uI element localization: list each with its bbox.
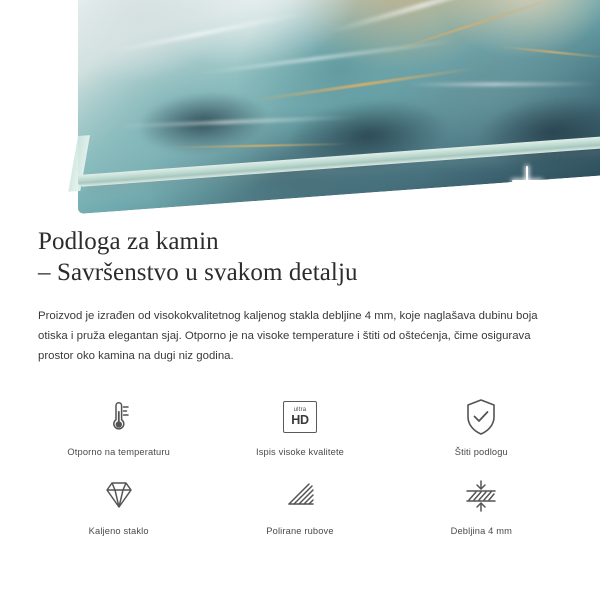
ultra-hd-icon: [283, 396, 317, 438]
ultra-hd-badge-bottom: HD: [291, 413, 309, 428]
feature-label: Štiti podlogu: [454, 447, 508, 457]
feature-temperature: [28, 396, 209, 457]
text-content: [0, 226, 600, 366]
thickness-icon: [460, 475, 502, 517]
feature-grid: [0, 396, 600, 536]
title-line-1: Podloga za kamin: [38, 228, 219, 255]
page-title: [38, 226, 562, 288]
shield-check-icon: [461, 396, 501, 438]
title-line-2: – Savršenstvo u svakom detalju: [38, 259, 358, 286]
feature-label: Kaljeno staklo: [88, 526, 149, 536]
polished-edges-icon: [279, 475, 321, 517]
sparkle-icon: [494, 190, 506, 202]
feature-label: Ispis visoke kvalitete: [255, 447, 345, 457]
feature-polished-edges: [209, 475, 390, 536]
feature-protection: [391, 396, 572, 457]
sparkle-icon: [546, 182, 562, 198]
feature-tempered-glass: [28, 475, 209, 536]
feature-label: Debljina 4 mm: [450, 526, 512, 536]
ultra-hd-badge-top: ultra: [293, 407, 307, 414]
feature-print-quality: [209, 396, 390, 457]
thermometer-icon: [99, 396, 139, 438]
hero-image: [0, 0, 600, 218]
feature-label: Polirane rubove: [266, 526, 334, 536]
feature-label: Otporno na temperaturu: [67, 447, 170, 457]
product-description: Proizvod je izrađen od visokokvalitetnog kaljenog stakla debljine 4 mm, koje naglašava dubinu boja otiska i pruža elegantan sjaj. Otporno je na visoke temperature i štiti od oštećenja, čime osigurava prostor oko kamina na dugi niz godina.: [38, 310, 538, 362]
diamond-icon: [98, 475, 140, 517]
feature-thickness: [391, 475, 572, 536]
